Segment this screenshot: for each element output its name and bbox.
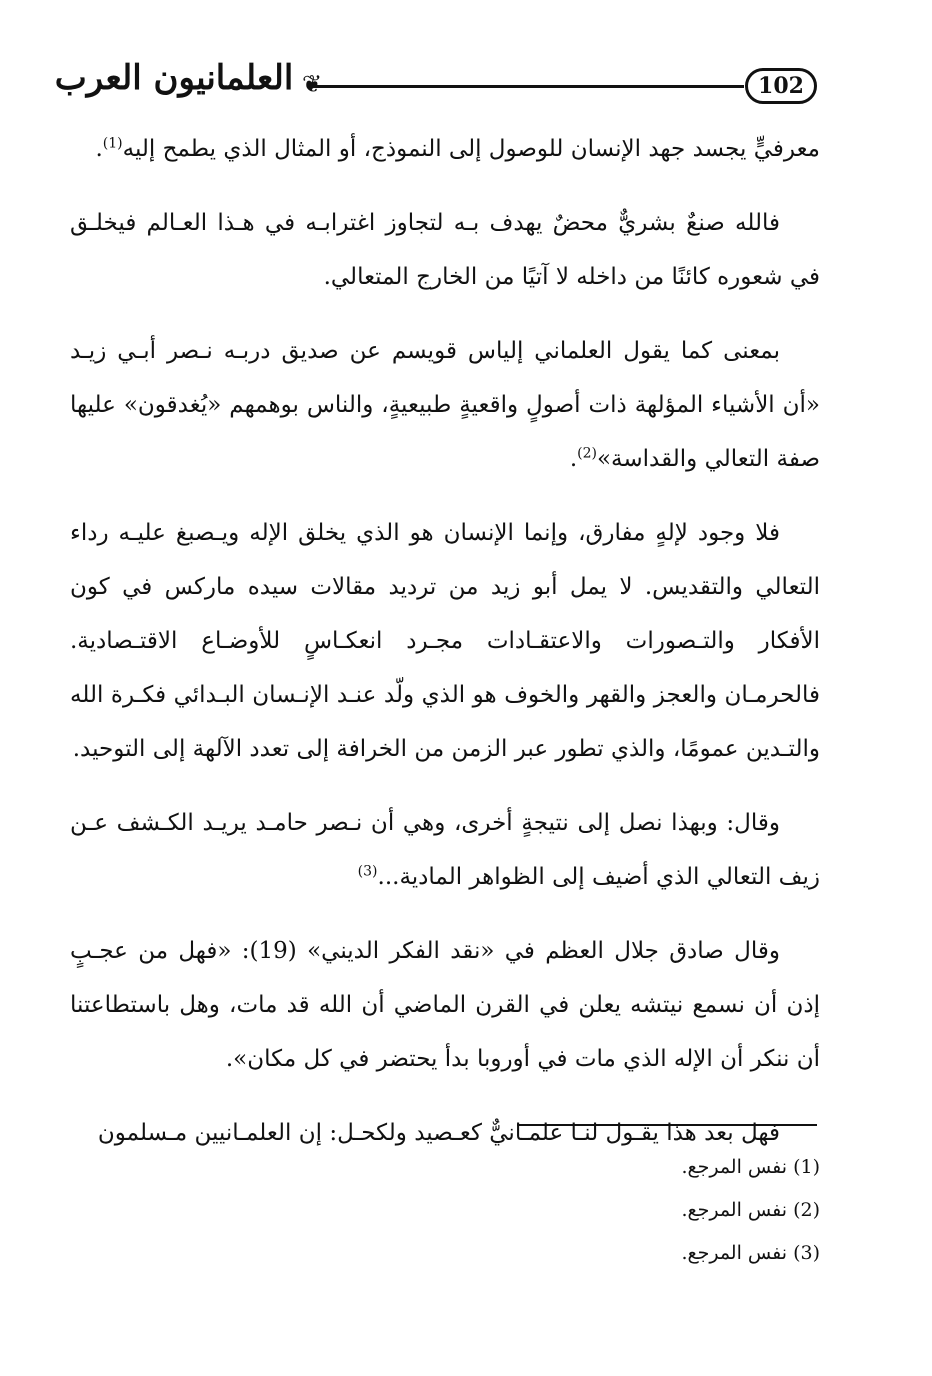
paragraph-text: وقال: وبهذا نصل إلى نتيجةٍ أخرى، وهي أن نـصر حامـد يريـد الكـشف عـن زيف التعالي الذي أضيف إلى الظواهر المادية...: [70, 810, 820, 890]
footnote-marker: (2): [577, 445, 597, 462]
paragraph: [70, 196, 820, 304]
page-number: 102: [745, 68, 817, 104]
paragraph-text: فهل بعد هذا يقـول لنـا علمـانيٌّ كعـصيد ولكحـل: إن العلمـانيين مـسلمون: [97, 1120, 780, 1146]
main-text: [70, 122, 820, 1180]
footnotes: [520, 1146, 820, 1275]
paragraph-text: فالله صنعٌ بشريٌّ محضٌ يهدف بـه لتجاوز اغترابـه في هـذا العـالم فيخلـق في شعوره كائنًا من داخله لا آتيًا من الخارج المتعالي.: [70, 210, 820, 290]
paragraph: [70, 924, 820, 1086]
paragraph-text: معرفيٍّ يجسد جهد الإنسان للوصول إلى النموذج، أو المثال الذي يطمح إليه: [122, 136, 820, 162]
paragraph-text: فلا وجود لإلهٍ مفارق، وإنما الإنسان هو الذي يخلق الإله ويـصبغ عليـه رداء التعالي والتقديس. لا يمل أبو زيد من ترديد مقالات سيده ماركس في كون الأفكار والتـصورات والاعتقـادات مجـرد انعكـاسٍ للأوضـاع الاقتـصادية. فالحرمـان والعجز والقهر والخوف هو الذي ولّد عنـد الإنـسان البـدائي فكـرة الله والتـدين عمومًا، والذي تطور عبر الزمن من الخرافة إلى تعدد الآلهة إلى التوحيد.: [70, 520, 820, 762]
footnote-marker: (1): [102, 135, 123, 152]
ornament-icon: ❦: [302, 70, 323, 98]
header-rule: [310, 85, 744, 88]
footnote-item: (3) نفس المرجع.: [681, 1242, 820, 1264]
footnote-separator: [517, 1124, 817, 1126]
paragraph: [70, 122, 820, 176]
paragraph-text: وقال صادق جلال العظم في «نقد الفكر الديني» (19): «فهل من عجـبٍ إذن أن نسمع نيتشه يعلن في القرن الماضي أن الله قد مات، وهل باستطاعتنا أن ننكر أن الإله الذي مات في أوروبا بدأ يحتضر في كل مكان».: [70, 938, 820, 1072]
footnote-marker: (3): [357, 863, 378, 880]
paragraph-end: .: [95, 136, 103, 162]
paragraph: [70, 324, 820, 486]
paragraph: [70, 506, 820, 776]
footnote-item: (1) نفس المرجع.: [681, 1156, 820, 1178]
footnote-item: (2) نفس المرجع.: [681, 1199, 820, 1221]
paragraph: [70, 796, 820, 904]
page-header: [40, 56, 900, 116]
running-title: العلمانيون العرب: [54, 58, 294, 98]
paragraph-end: .: [569, 446, 578, 472]
paragraph-text: بمعنى كما يقول العلماني إلياس قويسم عن صديق دربـه نـصر أبـي زيـد «أن الأشياء المؤلهة ذات أصولٍ واقعيةٍ طبيعيةٍ، والناس بوهمهم «يُغدقون» عليها صفة التعالي والقداسة»: [70, 338, 820, 472]
